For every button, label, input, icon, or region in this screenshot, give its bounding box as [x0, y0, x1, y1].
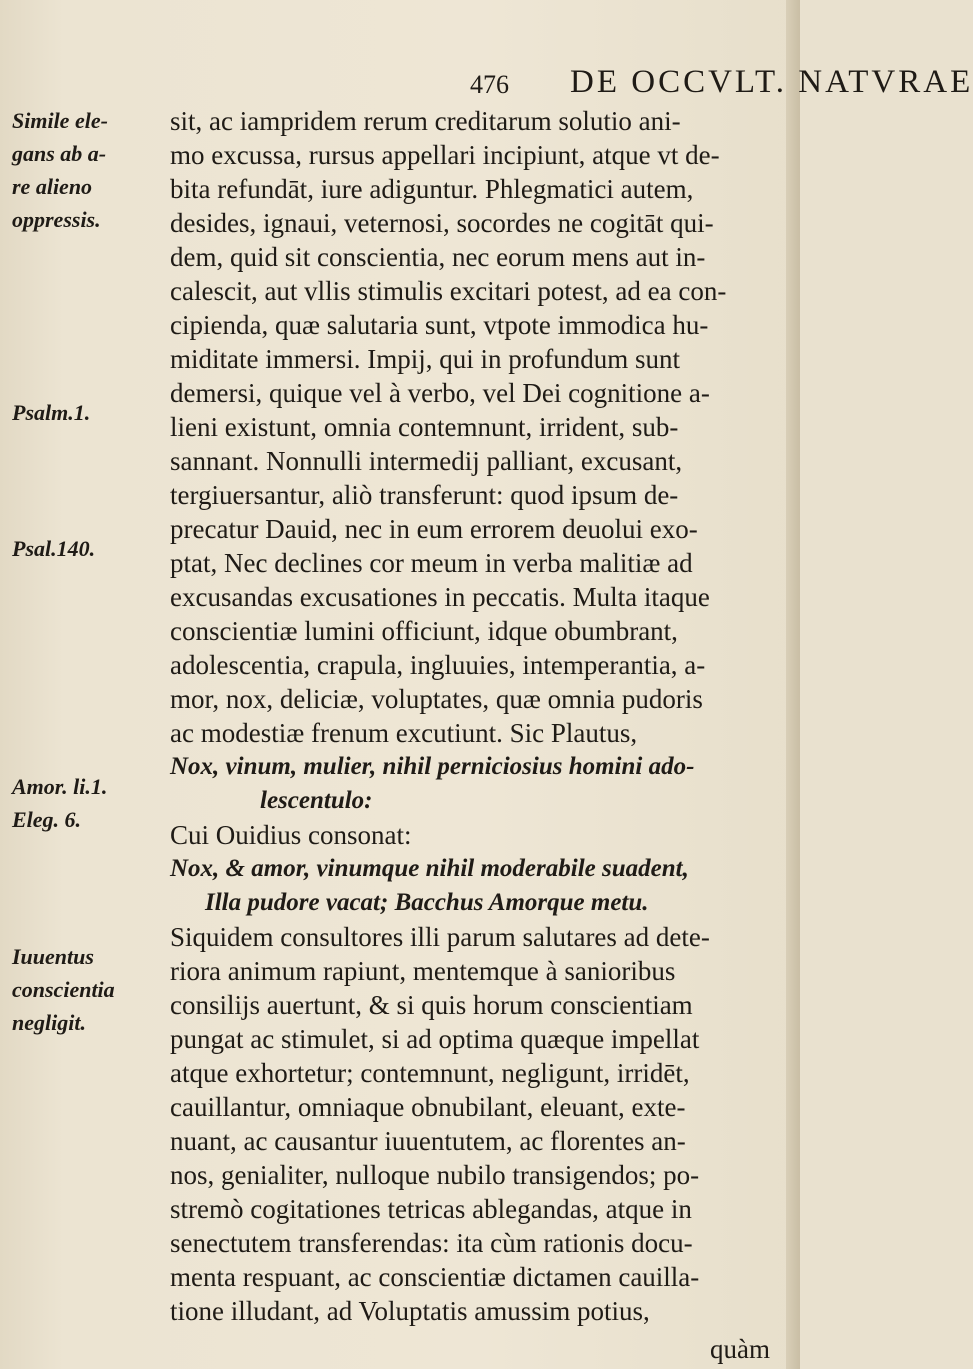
text-line: pungat ac stimulet, si ad optima quæque impellat [170, 1024, 700, 1054]
text-line: demersi, quique vel à verbo, vel Dei cognitione a- [170, 378, 710, 408]
text-line: conscientiæ lumini officiunt, idque obumbrant, [170, 616, 678, 646]
text-line: ptat, Nec declines cor meum in verba malitiæ ad [170, 548, 693, 578]
margin-note-line: Eleg. 6. [12, 807, 82, 832]
verse-line: lescentulo: [260, 787, 373, 814]
margin-note-ovid [12, 770, 107, 836]
margin-note-line: Simile ele- [12, 108, 108, 133]
text-line: Siquidem consultores illi parum salutares ad dete- [170, 922, 710, 952]
text-line: ac modestiæ frenum excutiunt. Sic Plautus, [170, 718, 638, 748]
text-line: cipienda, quæ salutaria sunt, vtpote immodica hu- [170, 310, 709, 340]
text-line: tergiuersantur, aliò transferunt: quod ipsum de- [170, 480, 679, 510]
text-line: adolescentia, crapula, ingluuies, intemperantia, a- [170, 650, 706, 680]
text-line: sannant. Nonnulli intermedij palliant, excusant, [170, 446, 683, 476]
margin-note-line: gans ab a- [12, 141, 107, 166]
text-line: menta respuant, ac conscientiæ dictamen cauilla- [170, 1262, 700, 1292]
text-line: bita refundāt, iure adiguntur. Phlegmatici autem, [170, 174, 694, 204]
text-line: atque exhortetur; contemnunt, negligunt, irridēt, [170, 1058, 690, 1088]
running-title: DE OCCVLT. NATVRAE [570, 64, 973, 100]
text-line: calescit, aut vllis stimulis excitari potest, ad ea con- [170, 276, 727, 306]
verse-line: Nox, & amor, vinumque nihil moderabile suadent, [170, 855, 689, 882]
margin-note-line: Psal.140. [12, 536, 96, 561]
margin-note-line: Iuuentus [12, 944, 94, 969]
text-line: riora animum rapiunt, mentemque à sanioribus [170, 956, 676, 986]
margin-note-line: Amor. li.1. [12, 774, 108, 799]
text-line: desides, ignaui, veternosi, socordes ne cogitāt qui- [170, 208, 714, 238]
text-line: nos, genialiter, nulloque nubilo transigendos; po- [170, 1160, 700, 1190]
text-line: mo excussa, rursus appellari incipiunt, atque vt de- [170, 140, 720, 170]
page-number: 476 [470, 70, 509, 99]
text-line: tione illudant, ad Voluptatis amussim potius, [170, 1296, 650, 1326]
margin-note-line: negligit. [12, 1010, 86, 1035]
margin-note-psalm-1 [12, 396, 90, 429]
margin-note-line: Psalm.1. [12, 400, 91, 425]
text-line: cauillantur, omniaque obnubilant, eleuant, exte- [170, 1092, 686, 1122]
text-line: dem, quid sit conscientia, nec eorum mens aut in- [170, 242, 706, 272]
text-line: miditate immersi. Impij, qui in profundum sunt [170, 344, 680, 374]
catchword: quàm [710, 1334, 770, 1364]
text-line: excusandas excusationes in peccatis. Multa itaque [170, 582, 710, 612]
text-line: senectutem transferendas: ita cùm rationis docu- [170, 1228, 693, 1258]
margin-note-iuuentus [12, 940, 115, 1039]
margin-note-simile [12, 104, 108, 236]
text-line: sit, ac iampridem rerum creditarum solutio ani- [170, 106, 681, 136]
page-edge [786, 0, 800, 1369]
margin-note-line: oppressis. [12, 207, 101, 232]
text-line: nuant, ac causantur iuuentutem, ac florentes an- [170, 1126, 686, 1156]
text-line: Cui Ouidius consonat: [170, 820, 412, 850]
text-line: consilijs auertunt, & si quis horum conscientiam [170, 990, 693, 1020]
margin-note-line: conscientia [12, 977, 115, 1002]
text-line: precatur Dauid, nec in eum errorem deuolui exo- [170, 514, 698, 544]
margin-note-psalm-140 [12, 532, 95, 565]
text-line: lieni existunt, omnia contemnunt, irrident, sub- [170, 412, 679, 442]
text-line: stremò cogitationes tetricas ablegandas, atque in [170, 1194, 692, 1224]
verse-line: Illa pudore vacat; Bacchus Amorque metu. [205, 889, 649, 916]
margin-note-line: re alieno [12, 174, 93, 199]
verse-line: Nox, vinum, mulier, nihil perniciosius homini ado- [170, 753, 695, 780]
text-line: mor, nox, deliciæ, voluptates, quæ omnia pudoris [170, 684, 703, 714]
